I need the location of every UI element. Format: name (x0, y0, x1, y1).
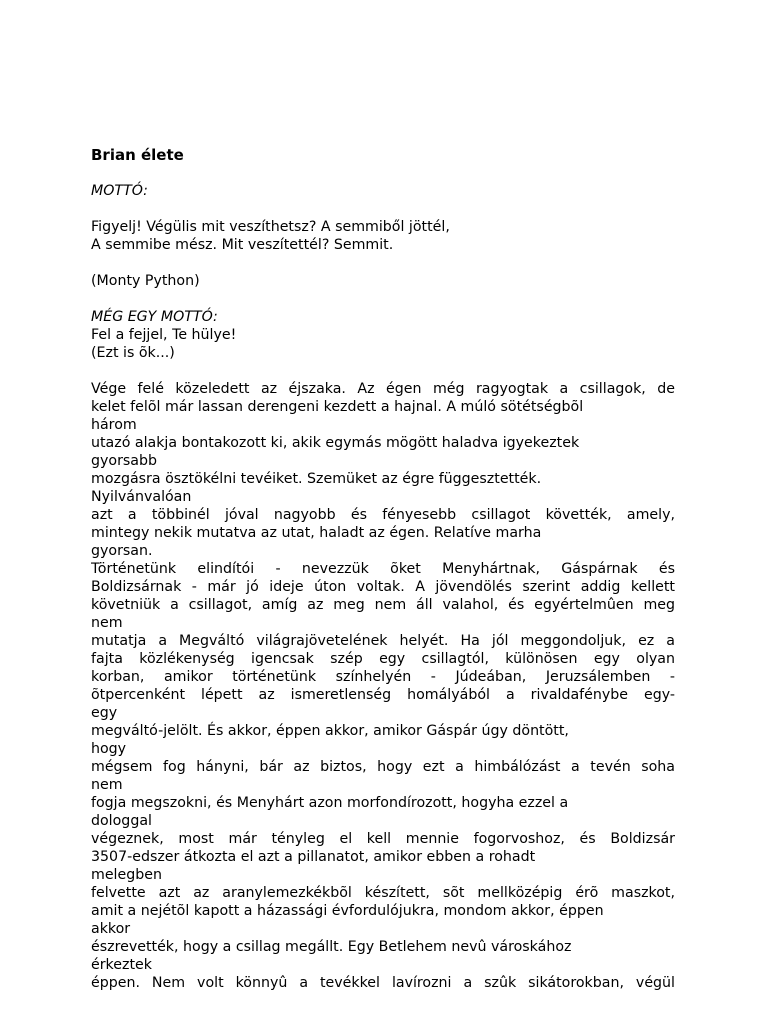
body-line: végeznek, most már tényleg el kell mennie fogorvoshoz, és Boldizsár (91, 831, 675, 847)
body-line: korban, amikor történetünk színhelyén - Júdeában, Jeruzsálemben - (91, 669, 675, 685)
spacer (91, 254, 675, 272)
body-line: Boldizsárnak - már jó ideje úton voltak. A jövendölés szerint addig kellett (91, 579, 675, 595)
body-line: megváltó-jelölt. És akkor, éppen akkor, amikor Gáspár úgy döntött, (91, 723, 569, 739)
body-line: 3507-edszer átkozta el azt a pillanatot, amikor ebben a rohadt (91, 849, 536, 865)
document-page (91, 146, 675, 992)
body-line: gyorsan. (91, 543, 153, 559)
second-motto-label: MÉG EGY MOTTÓ: (91, 309, 218, 325)
document-title: Brian élete (91, 146, 184, 164)
body-line: mégsem fog hányni, bár az biztos, hogy ezt a himbálózást a tevén soha (91, 759, 675, 775)
body-line: egy (91, 705, 118, 721)
second-motto-line: Fel a fejjel, Te hülye! (91, 327, 237, 343)
motto-source: (Monty Python) (91, 273, 200, 289)
body-line: mintegy nekik mutatva az utat, haladt az égen. Relatíve marha (91, 525, 542, 541)
body-line: nem (91, 615, 123, 631)
body-line: három (91, 417, 137, 433)
body-line: akkor (91, 921, 131, 937)
body-line: azt a többinél jóval nagyobb és fényesebb csillagot követték, amely, (91, 507, 675, 523)
spacer (91, 200, 675, 218)
body-line: hogy (91, 741, 127, 757)
motto-line: Figyelj! Végülis mit veszíthetsz? A semmiből jöttél, (91, 219, 450, 235)
body-line: fajta közlékenység igencsak szép egy csillagtól, különösen egy olyan (91, 651, 675, 667)
body-line: észrevették, hogy a csillag megállt. Egy Betlehem nevû városkához (91, 939, 572, 955)
body-line: fogja megszokni, és Menyhárt azon morfondírozott, hogyha ezzel a (91, 795, 569, 811)
body-line: kelet felõl már lassan derengeni kezdett a hajnal. A múló sötétségbõl (91, 399, 584, 415)
spacer (91, 290, 675, 308)
motto-label: MOTTÓ: (91, 183, 148, 199)
body-line: felvette azt az aranylemezkékbõl készített, sõt mellközépig érõ maszkot, (91, 885, 675, 901)
body-line: éppen. Nem volt könnyû a tevékkel lavírozni a szûk sikátorokban, végül (91, 975, 675, 991)
body-line: amit a nejétõl kapott a házassági évfordulójukra, mondom akkor, éppen (91, 903, 604, 919)
body-line: érkeztek (91, 957, 152, 973)
body-text (91, 380, 675, 992)
second-motto-line: (Ezt is õk...) (91, 345, 175, 361)
spacer (91, 362, 675, 380)
motto-line: A semmibe mész. Mit veszítettél? Semmit. (91, 237, 394, 253)
body-line: követniük a csillagot, amíg az meg nem áll valahol, és egyértelmûen meg (91, 597, 675, 613)
spacer (91, 164, 675, 182)
body-line: dologgal (91, 813, 152, 829)
body-line: Történetünk elindítói - nevezzük õket Menyhártnak, Gáspárnak és (91, 561, 675, 577)
body-line: Vége felé közeledett az éjszaka. Az égen még ragyogtak a csillagok, de (91, 381, 675, 397)
body-line: utazó alakja bontakozott ki, akik egymás mögött haladva igyekeztek (91, 435, 580, 451)
body-line: õtpercenként lépett az ismeretlenség homályából a rivaldafénybe egy- (91, 687, 675, 703)
body-line: Nyilvánvalóan (91, 489, 192, 505)
body-line: nem (91, 777, 123, 793)
body-line: mutatja a Megváltó világrajövetelének helyét. Ha jól meggondoljuk, ez a (91, 633, 675, 649)
body-line: melegben (91, 867, 162, 883)
body-line: gyorsabb (91, 453, 158, 469)
body-line: mozgásra ösztökélni tevéiket. Szemüket az égre függesztették. (91, 471, 542, 487)
